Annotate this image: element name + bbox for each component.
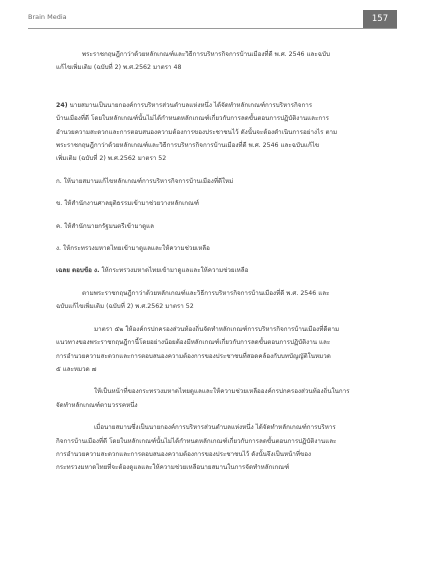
explanation-p1-line: แนวทางของพระราชกฤษฎีกานี้โดยอย่างน้อยต้องมีหลักเกณฑ์เกี่ยวกับการลดขั้นตอนการปฏิบัติงาน และ [56, 339, 331, 347]
explanation-p2-line: ให้เป็นหน้าที่ของกระทรวงมหาดไทยดูแลและให้ความช่วยเหลือองค์กรปกครองส่วนท้องถิ่นในการ [94, 388, 350, 396]
option-b: ข. ให้สำนักงานศาลยุติธรรมเข้ามาช่วยวางหลักเกณฑ์ [56, 200, 199, 208]
explanation-ref-line: ตามพระราชกฤษฎีกาว่าด้วยหลักเกณฑ์และวิธีการบริหารกิจการบ้านเมืองที่ดี พ.ศ. 2546 และ [82, 289, 330, 297]
question-line: เพิ่มเติม (ฉบับที่ 2) พ.ศ.2562 มาตรา 52 [56, 155, 167, 163]
explanation-p3-line: การอำนวยความสะดวกและการตอบสนองความต้องการของประชาชนไว้ ดังนั้นจึงเป็นหน้าที่ของ [56, 450, 312, 458]
explanation-p1-line: การอำนวยความสะดวกและการตอบสนองความต้องการของประชาชนที่สอดคล้องกับบทบัญญัติในหมวด [56, 352, 331, 360]
page-number: 157 [363, 10, 397, 28]
option-a: ก. ให้นายสมานแก้ไขหลักเกณฑ์การบริหารกิจการบ้านเมืองที่ดีใหม่ [56, 177, 234, 185]
explanation-p3-line: กระทรวงมหาดไทยที่จะต้องดูแลและให้ความช่วยเหลือนายสมานในการจัดทำหลักเกณฑ์ [56, 464, 290, 472]
answer-label: เฉลย ตอบข้อ ง. [56, 267, 100, 275]
question-line: บ้านเมืองที่ดี โดยในหลักเกณฑ์นั้นไม่ได้กำหนดหลักเกณฑ์เกี่ยวกับการลดขั้นตอนการปฏิบัติงานและการ [56, 115, 329, 123]
question-line: พระราชกฤษฎีกาว่าด้วยหลักเกณฑ์และวิธีการบริหารกิจการบ้านเมืองที่ดี พ.ศ. 2546 และฉบับแก้ไข [56, 142, 320, 150]
question-text: นายสมานเป็นนายกองค์การบริหารส่วนตำบลแห่งหนึ่ง ได้จัดทำหลักเกณฑ์การบริหารกิจการ [69, 101, 313, 109]
question-line [56, 99, 385, 112]
intro-line: แก้ไขเพิ่มเติม (ฉบับที่ 2) พ.ศ.2562 มาตรา 48 [56, 64, 182, 72]
explanation-p2-line: จัดทำหลักเกณฑ์ตามวรรคหนึ่ง [56, 401, 138, 409]
option-c: ค. ให้สำนักนายกรัฐมนตรีเข้ามาดูแล [56, 222, 155, 230]
answer-line [56, 264, 385, 277]
explanation-p3-line: กิจการบ้านเมืองที่ดี โดยในหลักเกณฑ์นั้นไม่ได้กำหนดหลักเกณฑ์เกี่ยวกับการลดขั้นตอนการปฏิบัติงานและ [56, 437, 337, 445]
page-header [28, 10, 397, 28]
option-d: ง. ให้กระทรวงมหาดไทยเข้ามาดูแลและให้ความช่วยเหลือ [56, 245, 210, 253]
answer-text: ให้กระทรวงมหาดไทยเข้ามาดูแลและให้ความช่วยเหลือ [101, 267, 249, 275]
question-number: 24) [56, 101, 68, 109]
explanation-p3-line: เมื่อนายสมานซึ่งเป็นนายกองค์การบริหารส่วนตำบลแห่งหนึ่ง ได้จัดทำหลักเกณฑ์การบริหาร [94, 424, 336, 432]
explanation-ref-line: ฉบับแก้ไขเพิ่มเติม (ฉบับที่ 2) พ.ศ.2562 มาตรา 52 [56, 303, 194, 311]
explanation-p1-line: ๕ และหมวด ๗ [56, 365, 97, 373]
explanation-p1-line: มาตรา ๕๒ ให้องค์กรปกครองส่วนท้องถิ่นจัดทำหลักเกณฑ์การบริหารกิจการบ้านเมืองที่ดีตาม [94, 325, 340, 333]
question-line: อำนวยความสะดวกและการตอบสนองความต้องการของประชาชนไว้ ดังนั้นจะต้องดำเนินการอย่างไร ตาม [56, 128, 338, 136]
header-divider [28, 28, 397, 29]
brand-name: Brain Media [28, 13, 67, 21]
intro-line: พระราชกฤษฎีกาว่าด้วยหลักเกณฑ์และวิธีการบริหารกิจการบ้านเมืองที่ดี พ.ศ. 2546 และฉบับ [82, 51, 330, 58]
body-text [56, 48, 385, 475]
